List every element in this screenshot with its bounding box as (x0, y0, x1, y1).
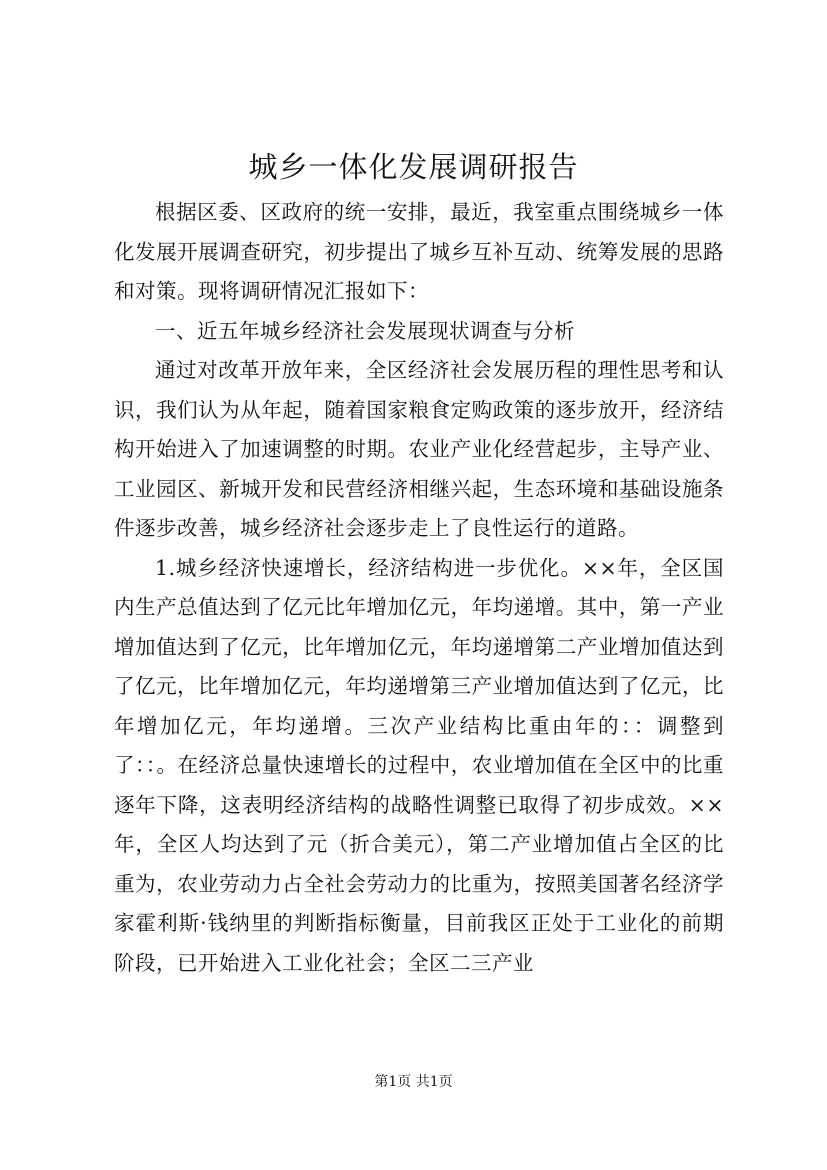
paragraph-growth: 1.城乡经济快速增长，经济结构进一步优化。××年，全区国内生产总值达到了亿元比年增加亿元，年均递增。其中，第一产业增加值达到了亿元，比年增加亿元，年均递增第二产业增加值达到了亿元，比年增加亿元，年均递增第三产业增加值达到了亿元，比年增加亿元，年均递增。三次产业结构比重由年的：：调整到了：：。在经济总量快速增长的过程中，农业增加值在全区中的比重逐年下降，这表明经济结构的战略性调整已取得了初步成效。××年，全区人均达到了元（折合美元），第二产业增加值占全区的比重为，农业劳动力占全社会劳动力的比重为，按照美国著名经济学家霍利斯·钱纳里的判断指标衡量，目前我区正处于工业化的前期阶段，已开始进入工业化社会；全区二三产业 (114, 555, 724, 975)
paragraph-analysis: 通过对改革开放年来，全区经济社会发展历程的理性思考和认识，我们认为从年起，随着国家粮食定购政策的逐步放开，经济结构开始进入了加速调整的时期。农业产业化经营起步，主导产业、工业园区、新城开发和民营经济相继兴起，生态环境和基础设施条件逐步改善，城乡经济社会逐步走上了良性运行的道路。 (114, 358, 724, 540)
section-heading: 一、近五年城乡经济社会发展现状调查与分析 (155, 318, 575, 343)
document-body (114, 193, 724, 983)
document-title: 城乡一体化发展调研报告 (248, 150, 579, 184)
page-footer (0, 1072, 827, 1092)
paragraph-intro: 根据区委、区政府的统一安排，最近，我室重点围绕城乡一体化发展开展调查研究，初步提出了城乡互补互动、统筹发展的思路和对策。现将调研情况汇报如下： (114, 200, 724, 303)
page-number: 第1页 共1页 (374, 1074, 453, 1090)
